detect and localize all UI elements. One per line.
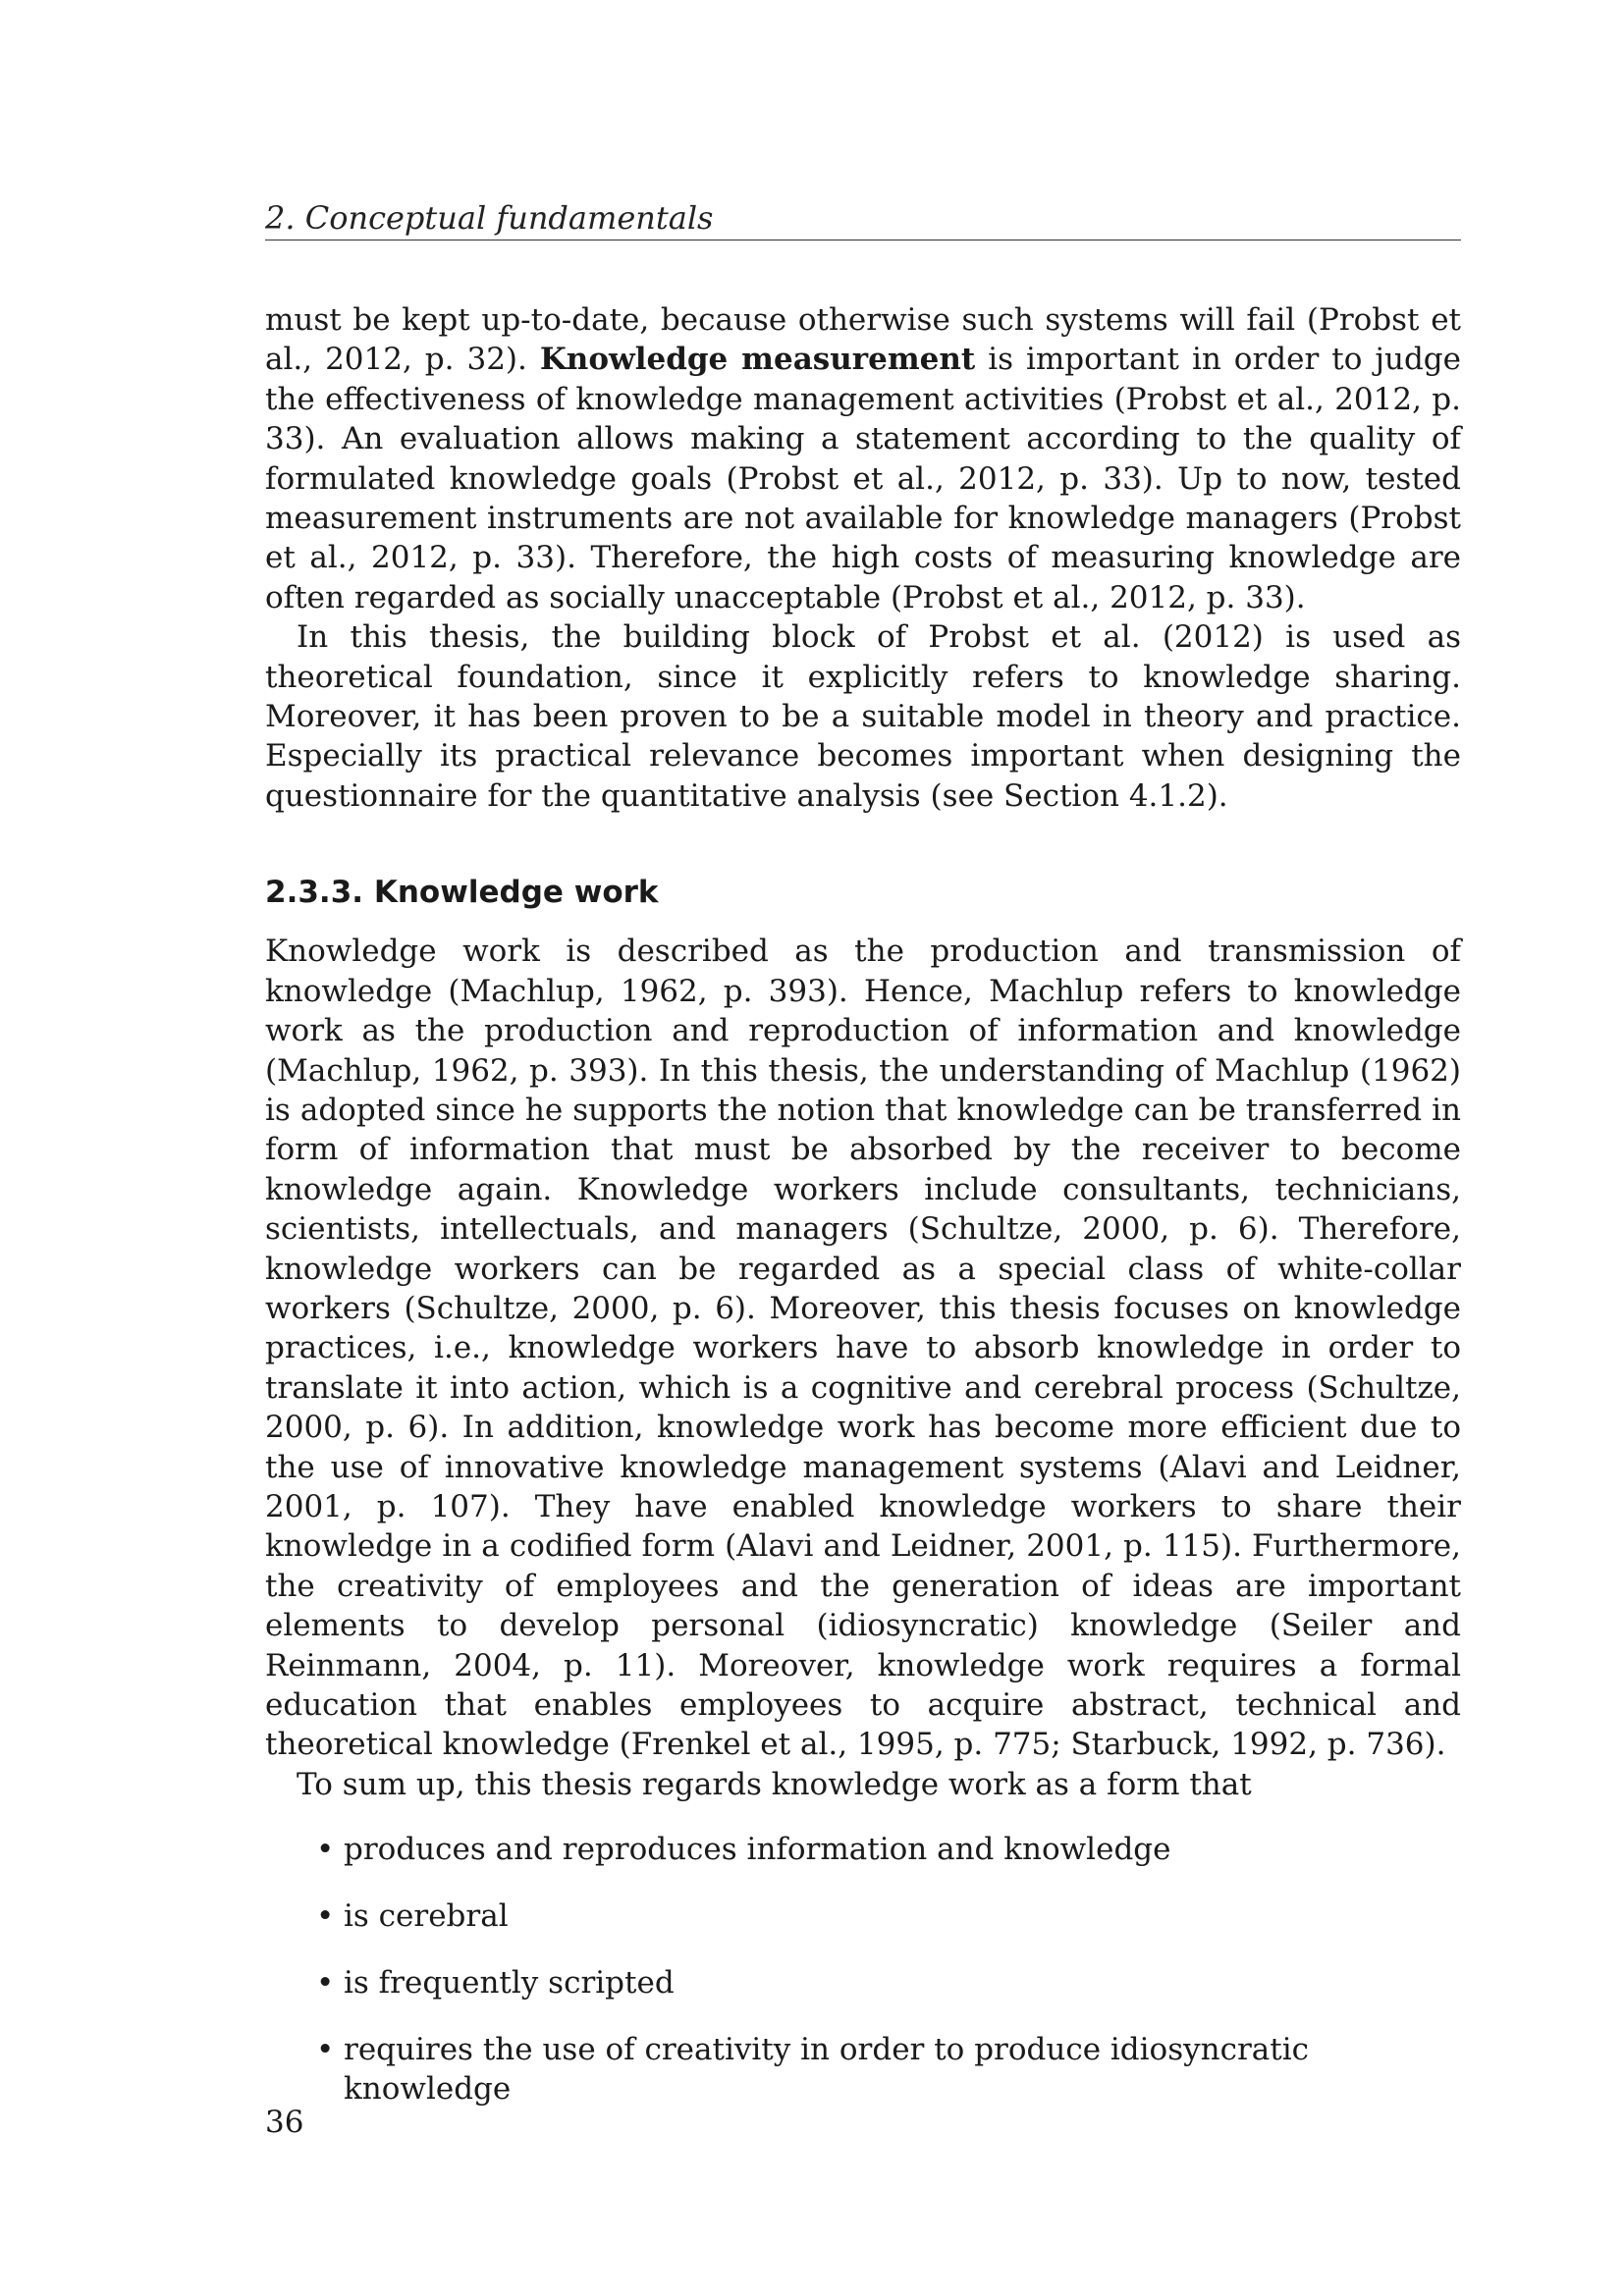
bold-term-knowledge-measurement: Knowledge measurement — [539, 342, 976, 378]
list-item — [316, 2030, 1461, 2109]
section-heading-knowledge-work: 2.3.3. Knowledge work — [265, 875, 659, 911]
paragraph-knowledge-measurement — [265, 300, 1461, 617]
body-text — [265, 300, 1461, 2136]
list-item — [316, 1830, 1461, 1869]
list-item — [316, 1963, 1461, 2002]
document-page — [265, 0, 1461, 2296]
list-item-text: is cerebral — [344, 1898, 509, 1935]
bullet-icon: • — [316, 1898, 335, 1935]
list-item — [316, 1896, 1461, 1936]
paragraph-building-block: In this thesis, the building block of Probst et al. (2012) is used as theoretical foundation, since it explicitly refers to knowledge sharing. Moreover, it has been proven to be a suitable model in theory and practice. Especially its practical relevance becomes important when designing the questionnaire for the quantitative analysis (see Section 4.1.2). — [265, 619, 1461, 814]
bullet-icon: • — [316, 1965, 335, 2002]
paragraph-text: must be kept up-to-date, because otherwise such systems will fail (Probst et al., 2012, p. 32). — [265, 302, 1461, 378]
list-item-text: is frequently scripted — [344, 1965, 675, 2002]
knowledge-work-list — [265, 1830, 1461, 2109]
paragraph-knowledge-work: Knowledge work is described as the production and transmission of knowledge (Machlup, 1962, p. 393). Hence, Machlup refers to knowledge work as the production and reproduction of information and knowledge (Machlup, 1962, p. 393). In this thesis, the understanding of Machlup (1962) is adopted since he supports the notion that knowledge can be transferred in form of information that must be absorbed by the receiver to become knowledge again. Knowledge workers include consultants, technicians, scientists, intellectuals, and managers (Schultze, 2000, p. 6). Therefore, knowledge workers can be regarded as a special class of white-collar workers (Schultze, 2000, p. 6). Moreover, this thesis focuses on knowledge practices, i.e., knowledge workers have to absorb knowledge in order to translate it into action, which is a cognitive and cerebral process (Schultze, 2000, p. 6). In addition, knowledge work has become more efficient due to the use of innovative knowledge management systems (Alavi and Leidner, 2001, p. 107). They have enabled knowledge workers to share their knowledge in a codified form (Alavi and Leidner, 2001, p. 115). Furthermore, the creativity of employees and the generation of ideas are important elements to develop personal (idiosyncratic) knowledge (Seiler and Reinmann, 2004, p. 11). Moreover, knowledge work requires a formal education that enables employees to acquire abstract, technical and theoretical knowledge (Frenkel et al., 1995, p. 775; Starbuck, 1992, p. 736). — [265, 934, 1461, 1763]
page-number: 36 — [265, 2105, 304, 2140]
paragraph-text: is important in order to judge the effectiveness of knowledge management activities (Probst et al., 2012, p. 33). An evaluation allows making a statement according to the quality of formulated knowledge goals (Probst et al., 2012, p. 33). Up to now, tested measurement instruments are not available for knowledge managers (Probst et al., 2012, p. 33). Therefore, the high costs of measuring knowledge are often regarded as socially unacceptable (Probst et al., 2012, p. 33). — [265, 342, 1461, 615]
bullet-icon: • — [316, 2032, 335, 2068]
list-item-text: requires the use of creativity in order to produce idiosyncratic knowledge — [344, 2032, 1310, 2108]
running-header: 2. Conceptual fundamentals — [265, 199, 714, 237]
paragraph-sum-up: To sum up, this thesis regards knowledge work as a form that — [297, 1766, 1252, 1802]
list-item-text: produces and reproduces information and knowledge — [344, 1832, 1171, 1868]
bullet-icon: • — [316, 1832, 335, 1868]
